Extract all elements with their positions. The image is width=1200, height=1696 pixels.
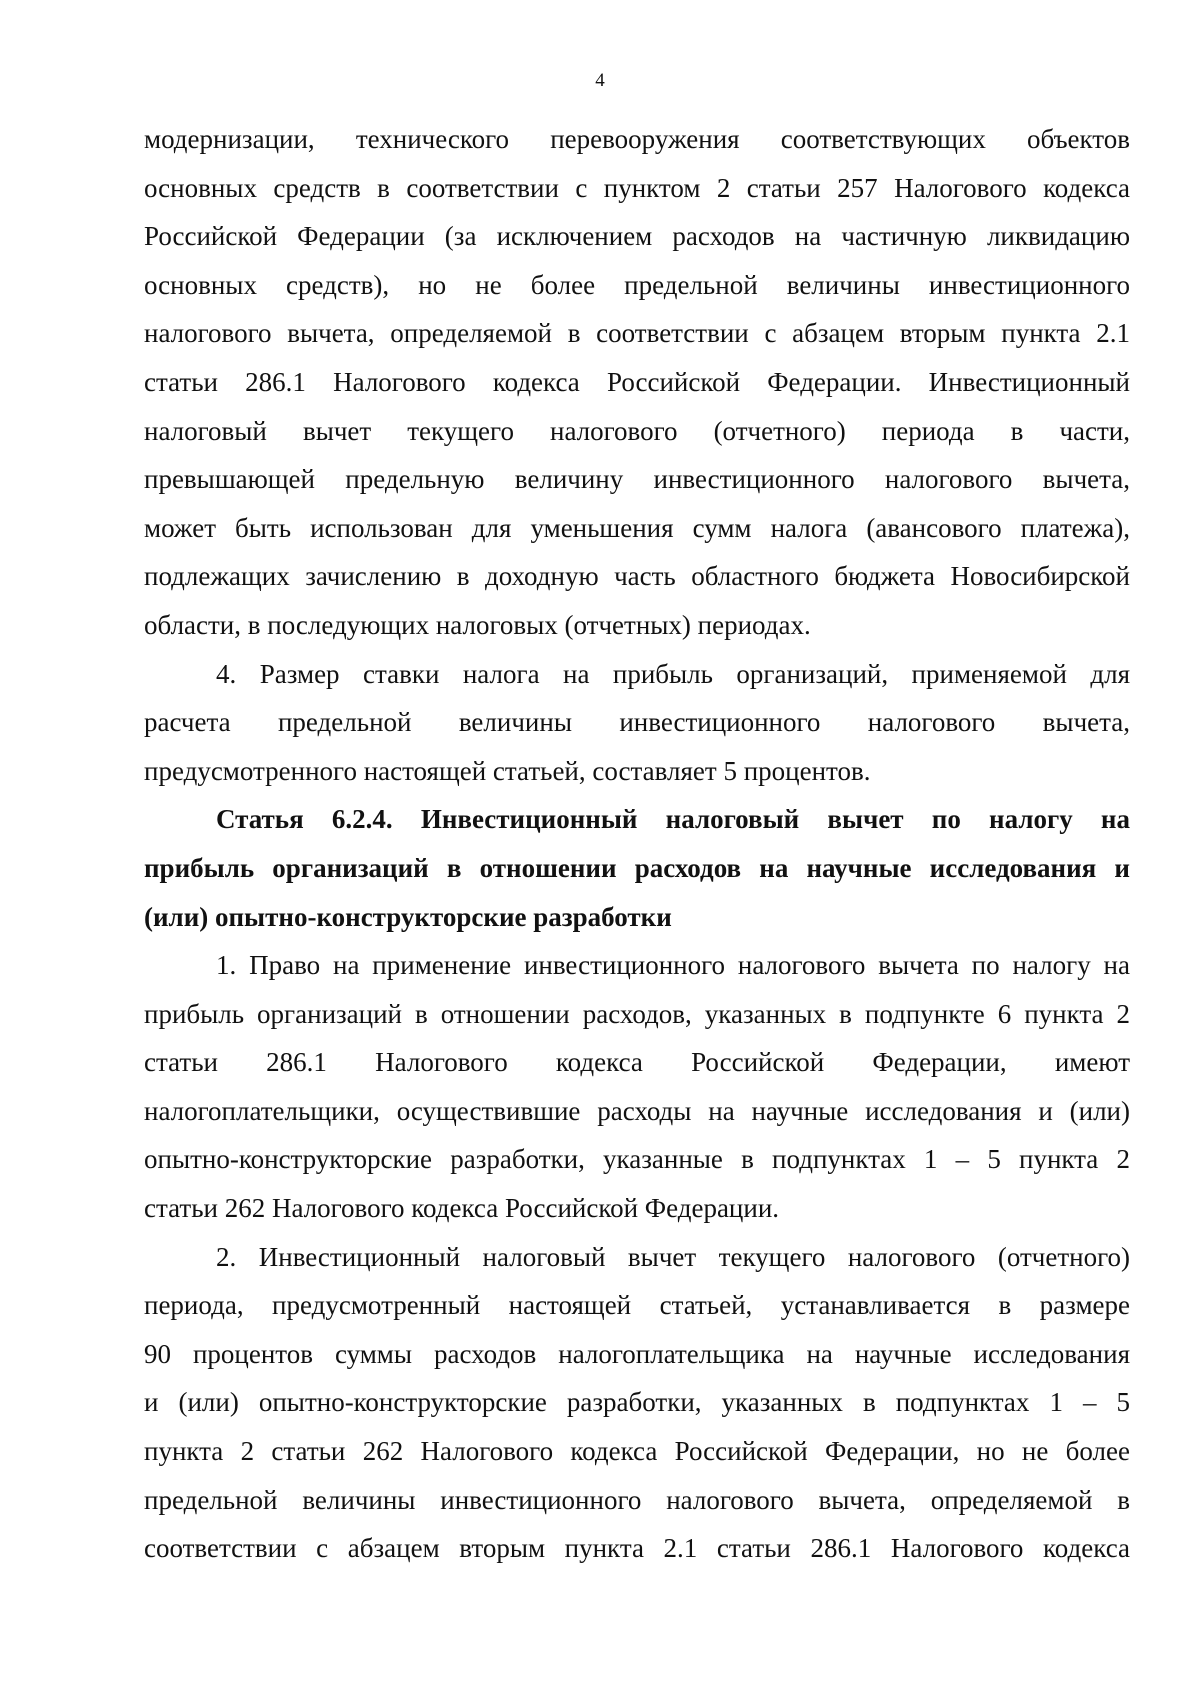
text-line: расчета предельной величины инвестиционного налогового вычета,: [144, 707, 1130, 738]
heading-line: Статья 6.2.4. Инвестиционный налоговый вычет по налогу на: [216, 804, 1130, 835]
text-line: статьи 286.1 Налогового кодекса Российской Федерации. Инвестиционный: [144, 366, 1130, 397]
text-line: налогоплательщики, осуществившие расходы на научные исследования и (или): [144, 1095, 1130, 1126]
text-line: статьи 262 Налогового кодекса Российской Федерации.: [144, 1193, 780, 1224]
text-line: соответствии с абзацем вторым пункта 2.1 статьи 286.1 Налогового кодекса: [144, 1533, 1130, 1564]
text-line: модернизации, технического перевооружения соответствующих объектов: [144, 124, 1130, 154]
paragraph-continuation: [144, 115, 1130, 650]
page-number: 4: [595, 70, 605, 91]
text-line: основных средств в соответствии с пунктом 2 статьи 257 Налогового кодекса: [144, 172, 1130, 203]
heading-line: прибыль организаций в отношении расходов на научные исследования и: [144, 852, 1130, 883]
text-line: предельной величины инвестиционного налогового вычета, определяемой в: [144, 1484, 1130, 1515]
document-body: [144, 115, 1130, 1573]
text-line: может быть использован для уменьшения сумм налога (авансового платежа),: [144, 512, 1130, 543]
text-line: налогового вычета, определяемой в соответствии с абзацем вторым пункта 2.1: [144, 318, 1130, 349]
text-line: статьи 286.1 Налогового кодекса Российской Федерации, имеют: [144, 1047, 1130, 1078]
text-line: 1. Право на применение инвестиционного налогового вычета по налогу на: [216, 950, 1130, 981]
text-line: 90 процентов суммы расходов налогоплательщика на научные исследования: [144, 1338, 1130, 1369]
text-line: налоговый вычет текущего налогового (отчетного) периода в части,: [144, 415, 1130, 446]
paragraph-item-2: [144, 1233, 1130, 1573]
text-line: основных средств), но не более предельной величины инвестиционного: [144, 269, 1130, 300]
text-line: периода, предусмотренный настоящей статьей, устанавливается в размере: [144, 1290, 1130, 1321]
text-line: опытно-конструкторские разработки, указанные в подпунктах 1 – 5 пункта 2: [144, 1144, 1130, 1175]
text-line: 4. Размер ставки налога на прибыль организаций, применяемой для: [216, 658, 1130, 689]
text-line: прибыль организаций в отношении расходов, указанных в подпункте 6 пункта 2: [144, 998, 1130, 1029]
text-line: подлежащих зачислению в доходную часть областного бюджета Новосибирской: [144, 561, 1130, 592]
article-heading: [144, 795, 1130, 941]
text-line: пункта 2 статьи 262 Налогового кодекса Российской Федерации, но не более: [144, 1436, 1130, 1467]
paragraph-item-1: [144, 941, 1130, 1233]
paragraph-item-4: [144, 650, 1130, 796]
text-line: Российской Федерации (за исключением расходов на частичную ликвидацию: [144, 221, 1130, 252]
heading-line: (или) опытно-конструкторские разработки: [144, 901, 672, 932]
text-line: 2. Инвестиционный налоговый вычет текущего налогового (отчетного): [216, 1241, 1130, 1272]
text-line: предусмотренного настоящей статьей, составляет 5 процентов.: [144, 755, 871, 786]
text-line: превышающей предельную величину инвестиционного налогового вычета,: [144, 464, 1130, 495]
text-line: и (или) опытно-конструкторские разработки, указанных в подпунктах 1 – 5: [144, 1387, 1130, 1418]
text-line: области, в последующих налоговых (отчетных) периодах.: [144, 609, 811, 640]
